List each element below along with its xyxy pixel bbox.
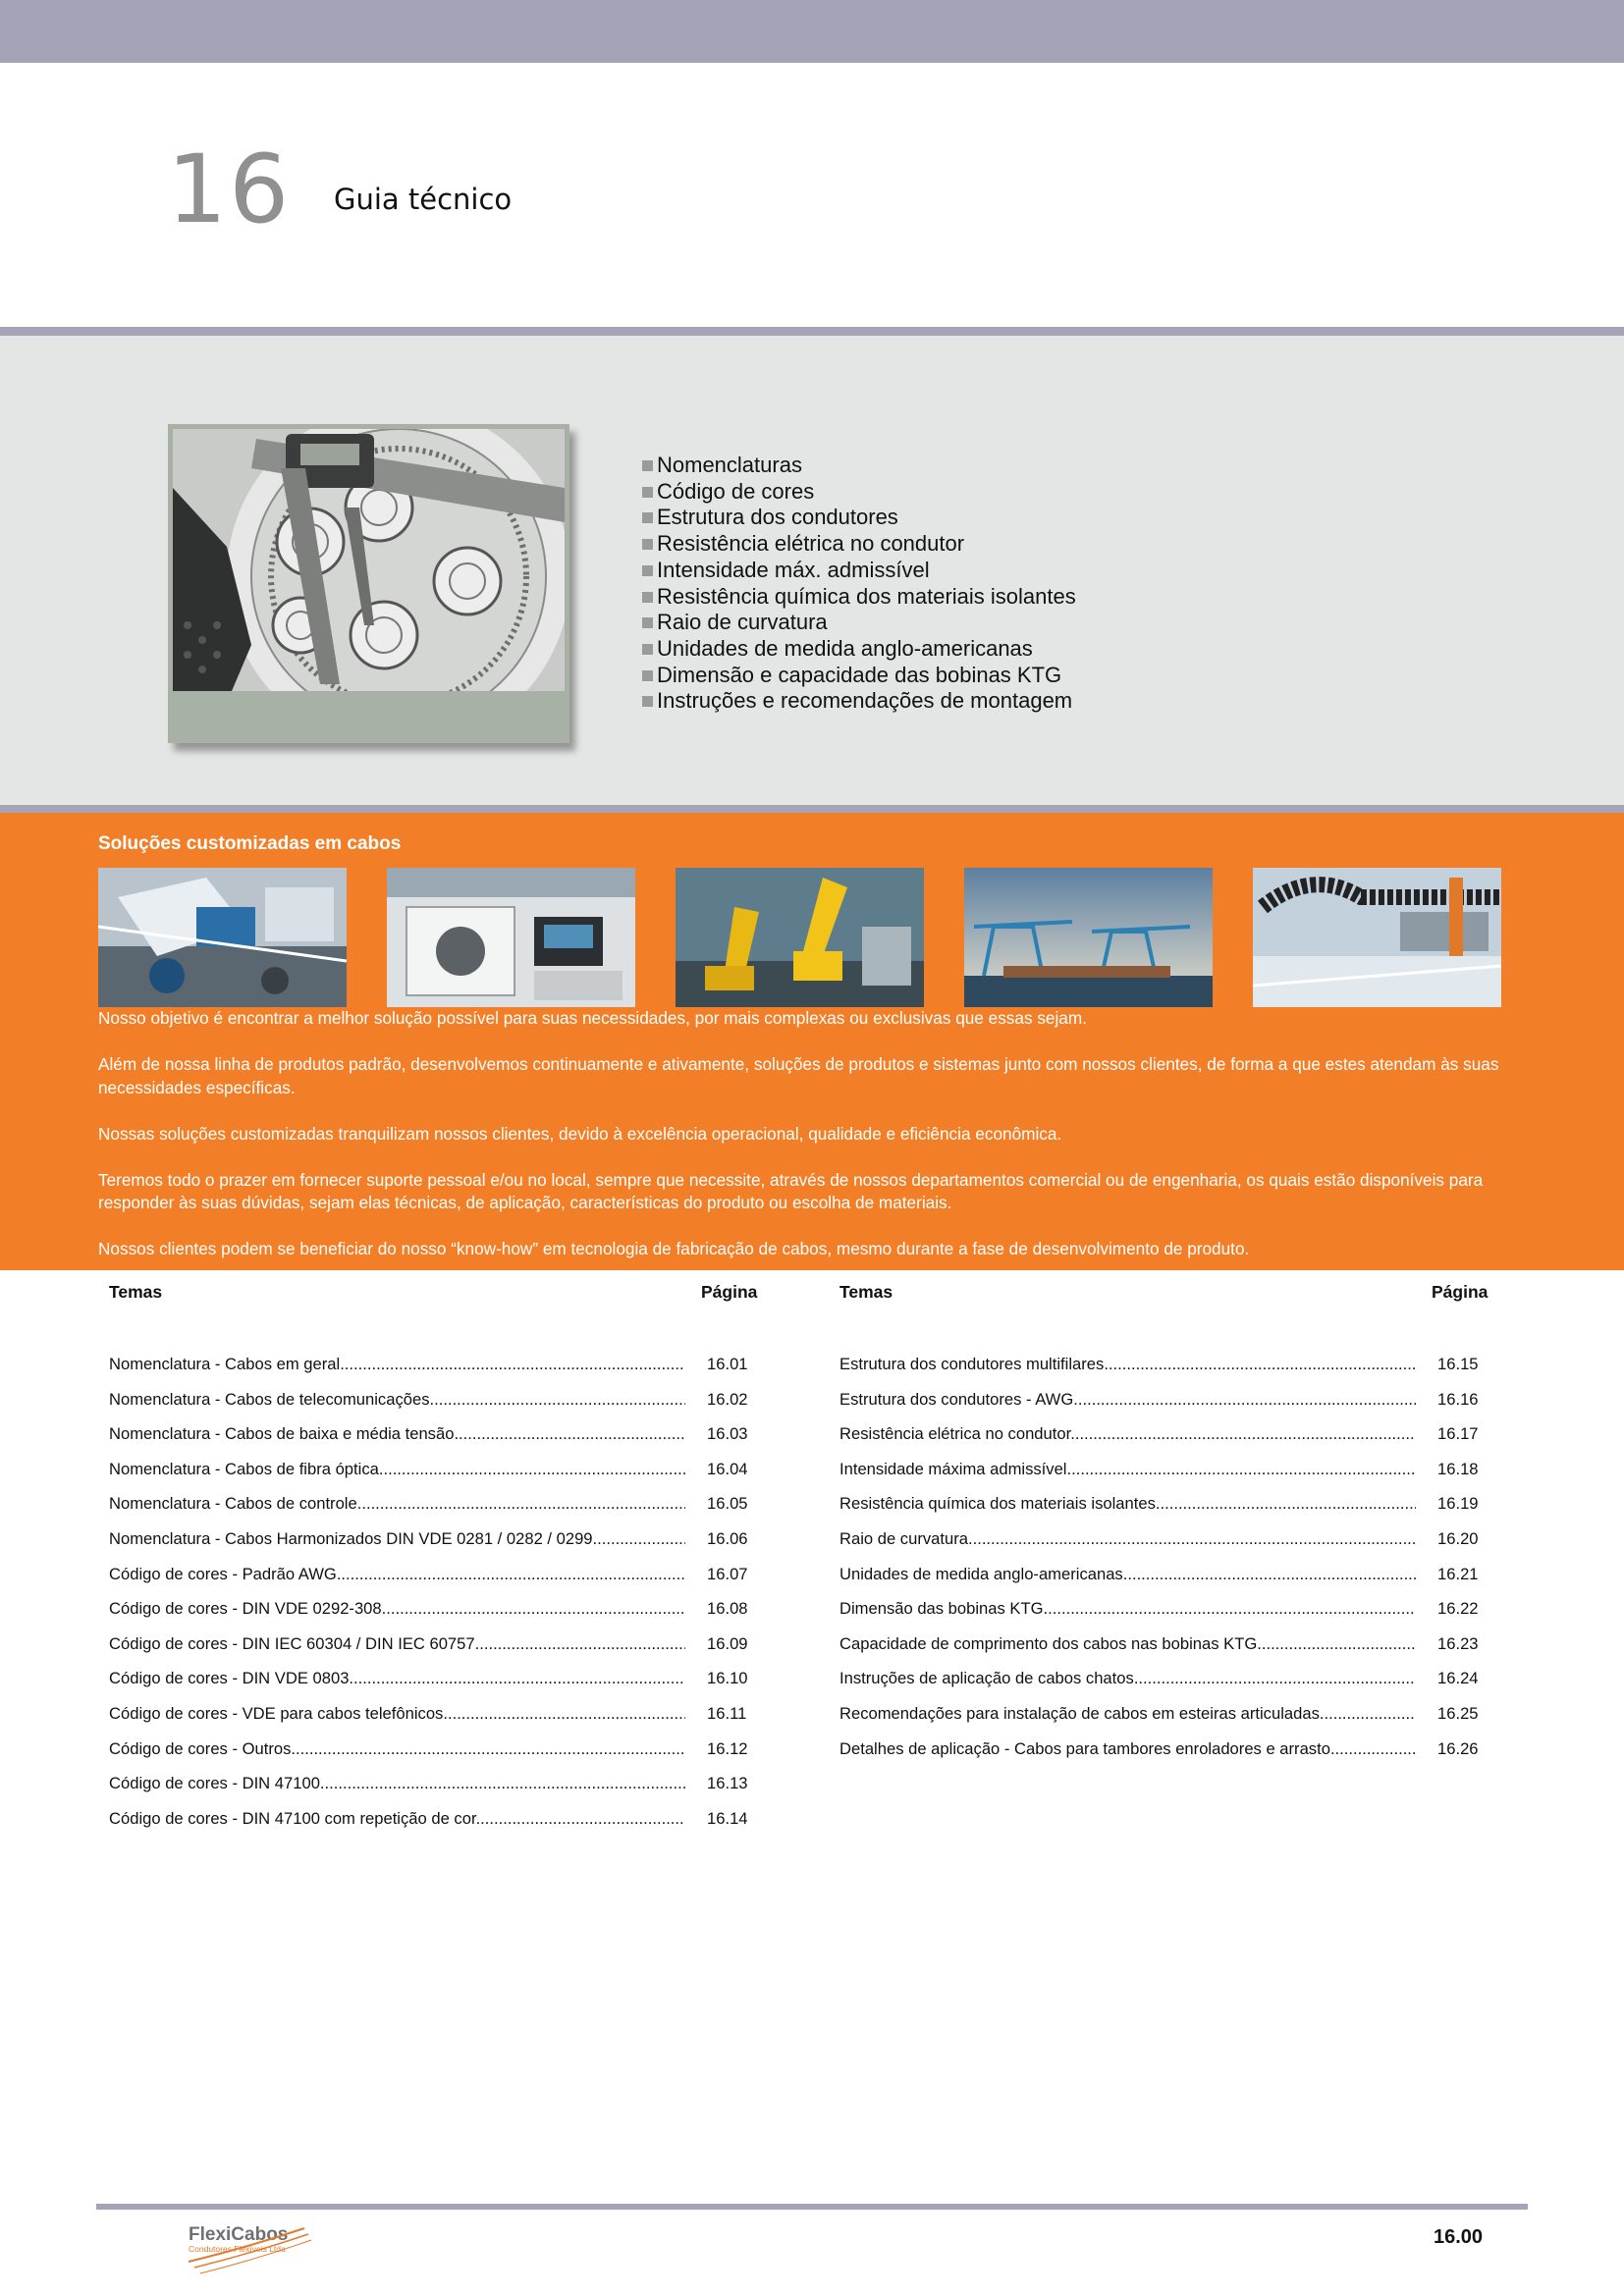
bullet-square-icon xyxy=(642,592,653,603)
custom-solutions-text xyxy=(98,1007,1532,1284)
toc-entry-page: 16.20 xyxy=(1437,1528,1479,1548)
footer-rule xyxy=(96,2204,1528,2210)
toc-entry-page: 16.15 xyxy=(1437,1355,1479,1373)
toc-entry-title: Unidades de medida anglo-americanas ..... xyxy=(839,1565,1416,1584)
toc-row xyxy=(839,1424,1497,1460)
toc-row xyxy=(839,1460,1497,1495)
toc-entry-page: 16.01 xyxy=(707,1355,748,1373)
caliper-photo xyxy=(168,424,569,743)
toc-row xyxy=(109,1809,767,1844)
topics-list xyxy=(642,453,1076,715)
caliper-photo-image xyxy=(173,429,565,691)
toc-entry-page: 16.06 xyxy=(707,1528,748,1548)
custom-solutions-title: Soluções customizadas em cabos xyxy=(98,833,402,854)
toc-entry-page: 16.23 xyxy=(1437,1633,1479,1653)
cable-chain-photo xyxy=(1253,868,1501,1007)
toc-row xyxy=(109,1390,767,1425)
bullet-square-icon xyxy=(642,539,653,550)
toc-entry-page: 16.24 xyxy=(1437,1669,1479,1688)
toc-entry-title: Nomenclatura - Cabos Harmonizados DIN VDE 0281 / 0282 / 0299 ..... xyxy=(109,1529,685,1549)
toc-entry-page: 16.14 xyxy=(707,1808,748,1828)
toc-entry-title: Detalhes de aplicação - Cabos para tambores enroladores e arrasto ..... xyxy=(839,1739,1416,1759)
toc-entry-title: Dimensão das bobinas KTG ..... xyxy=(839,1599,1416,1619)
assembly-line-photo xyxy=(98,868,347,1007)
bullet-square-icon xyxy=(642,512,653,523)
toc-row xyxy=(109,1460,767,1495)
toc-row xyxy=(109,1494,767,1529)
toc-entry-page: 16.10 xyxy=(707,1669,748,1688)
toc-entry-page: 16.02 xyxy=(707,1389,748,1409)
chapter-number: 16 xyxy=(167,134,292,244)
toc-entry-title: Código de cores - Padrão AWG ..... xyxy=(109,1565,685,1584)
toc-row xyxy=(109,1355,767,1390)
toc-entry-page: 16.07 xyxy=(707,1564,748,1583)
toc-row xyxy=(109,1424,767,1460)
toc-entry-title: Código de cores - DIN 47100 ..... xyxy=(109,1774,685,1793)
toc-entry-title: Código de cores - DIN VDE 0803 ..... xyxy=(109,1669,685,1688)
custom-solutions-panel xyxy=(0,805,1624,1270)
toc-entry-page: 16.17 xyxy=(1437,1424,1479,1444)
toc-header-topics: Temas xyxy=(109,1282,163,1302)
paragraph: Nossas soluções customizadas tranquilizam nossos clientes, devido à excelência operacional, qualidade e eficiência econômica. xyxy=(98,1123,1062,1144)
toc-left-column xyxy=(109,1282,758,1828)
toc-entry-title: Estrutura dos condutores multifilares ..... xyxy=(839,1355,1416,1374)
toc-row xyxy=(839,1704,1497,1739)
paragraph: Além de nossa linha de produtos padrão, desenvolvemos continuamente e ativamente, soluções de produtos e sistemas junto com nossos clientes, de forma a que estes atendam às suas necessidades específicas. xyxy=(98,1054,1499,1097)
toc-entry-title: Código de cores - VDE para cabos telefônicos ..... xyxy=(109,1704,685,1724)
topic-item: Dimensão e capacidade das bobinas KTG xyxy=(642,663,1076,689)
toc-entry-page: 16.25 xyxy=(1437,1703,1479,1723)
paragraph: Nosso objetivo é encontrar a melhor solução possível para suas necessidades, por mais complexas ou exclusivas que essas sejam. xyxy=(98,1008,1087,1028)
toc-header-topics: Temas xyxy=(839,1282,893,1302)
topic-item: Nomenclaturas xyxy=(642,453,1076,479)
bullet-square-icon xyxy=(642,565,653,576)
toc-entry-title: Instruções de aplicação de cabos chatos ..... xyxy=(839,1669,1416,1688)
toc-entry-title: Resistência química dos materiais isolantes ..... xyxy=(839,1494,1416,1514)
bullet-square-icon xyxy=(642,617,653,628)
toc-entry-title: Nomenclatura - Cabos de controle ..... xyxy=(109,1494,685,1514)
toc-entry-title: Intensidade máxima admissível ..... xyxy=(839,1460,1416,1479)
flexicabos-logo xyxy=(187,2218,314,2277)
topic-item: Código de cores xyxy=(642,479,1076,506)
toc-row xyxy=(839,1355,1497,1390)
topic-item: Unidades de medida anglo-americanas xyxy=(642,636,1076,663)
toc-row xyxy=(839,1529,1497,1565)
toc-entry-title: Código de cores - DIN 47100 com repetição de cor ..... xyxy=(109,1809,685,1829)
toc-row xyxy=(109,1599,767,1634)
toc-row xyxy=(839,1494,1497,1529)
toc-entry-page: 16.22 xyxy=(1437,1599,1479,1619)
topic-item: Estrutura dos condutores xyxy=(642,505,1076,531)
toc-entry-title: Nomenclatura - Cabos de telecomunicações ..... xyxy=(109,1390,685,1410)
toc-entry-title: Código de cores - DIN VDE 0292-308 ..... xyxy=(109,1599,685,1619)
bullet-square-icon xyxy=(642,487,653,498)
toc-header-page: Página xyxy=(1432,1282,1489,1302)
toc-entry-page: 16.05 xyxy=(707,1494,748,1514)
page-number: 16.00 xyxy=(1434,2226,1484,2248)
logo-tagline: Condutores Flexíveis Ltda xyxy=(189,2244,286,2254)
toc-row xyxy=(839,1599,1497,1634)
topic-item: Resistência química dos materiais isolantes xyxy=(642,584,1076,611)
bullet-square-icon xyxy=(642,460,653,471)
toc-entry-page: 16.16 xyxy=(1437,1389,1479,1409)
toc-row xyxy=(109,1704,767,1739)
toc-entry-title: Capacidade de comprimento dos cabos nas bobinas KTG ..... xyxy=(839,1634,1416,1654)
toc-entry-title: Nomenclatura - Cabos de baixa e média tensão ..... xyxy=(109,1424,685,1444)
toc-left-list xyxy=(109,1355,767,1843)
toc-entry-title: Código de cores - DIN IEC 60304 / DIN IEC 60757 ..... xyxy=(109,1634,685,1654)
toc-right-list xyxy=(839,1355,1497,1774)
toc-entry-title: Resistência elétrica no condutor ..... xyxy=(839,1424,1416,1444)
welding-robots-photo xyxy=(676,868,924,1007)
logo-name: FlexiCabos xyxy=(189,2224,289,2245)
port-cranes-photo xyxy=(964,868,1213,1007)
toc-entry-page: 16.04 xyxy=(707,1459,748,1478)
toc-entry-title: Recomendações para instalação de cabos em esteiras articuladas ..... xyxy=(839,1704,1416,1724)
toc-entry-page: 16.11 xyxy=(707,1703,747,1723)
toc-entry-page: 16.19 xyxy=(1437,1494,1479,1514)
toc-entry-page: 16.12 xyxy=(707,1738,748,1758)
toc-row xyxy=(109,1565,767,1600)
bullet-square-icon xyxy=(642,696,653,707)
cnc-machine-photo xyxy=(387,868,635,1007)
toc-entry-page: 16.09 xyxy=(707,1633,748,1653)
toc-row xyxy=(839,1565,1497,1600)
flexicabos-logo-icon xyxy=(187,2218,314,2277)
toc-row xyxy=(839,1739,1497,1775)
bullet-square-icon xyxy=(642,644,653,655)
topic-item: Instruções e recomendações de montagem xyxy=(642,688,1076,715)
toc-header xyxy=(109,1282,758,1306)
toc-entry-title: Nomenclatura - Cabos em geral ..... xyxy=(109,1355,685,1374)
toc-row xyxy=(109,1669,767,1704)
toc-header xyxy=(839,1282,1489,1306)
toc-entry-page: 16.03 xyxy=(707,1424,748,1444)
toc-row xyxy=(839,1669,1497,1704)
toc-entry-page: 16.13 xyxy=(707,1774,748,1793)
toc-row xyxy=(109,1739,767,1775)
paragraph: Teremos todo o prazer em fornecer suporte pessoal e/ou no local, sempre que necessite, através de nossos departamentos comercial ou de engenharia, os quais estão disponíveis para responder às suas dúvidas, sejam elas técnicas, de aplicação, características do produto ou escolha de materiais. xyxy=(98,1169,1484,1212)
paragraph: Nossos clientes podem se beneficiar do nosso “know-how” em tecnologia de fabricação de cabos, mesmo durante a fase de desenvolvimento de produto. xyxy=(98,1239,1250,1258)
toc-entry-title: Nomenclatura - Cabos de fibra óptica ..... xyxy=(109,1460,685,1479)
toc-row xyxy=(109,1529,767,1565)
toc-row xyxy=(839,1634,1497,1670)
toc-entry-title: Código de cores - Outros ..... xyxy=(109,1739,685,1759)
bullet-square-icon xyxy=(642,670,653,681)
toc-row xyxy=(839,1390,1497,1425)
toc-entry-title: Estrutura dos condutores - AWG ..... xyxy=(839,1390,1416,1410)
toc-entry-page: 16.21 xyxy=(1437,1564,1479,1583)
chapter-title: Guia técnico xyxy=(334,183,513,216)
toc-entry-page: 16.18 xyxy=(1437,1459,1479,1478)
toc-header-page: Página xyxy=(701,1282,758,1302)
topic-item: Resistência elétrica no condutor xyxy=(642,531,1076,558)
caliper-illustration xyxy=(173,429,565,691)
toc-right-column xyxy=(839,1282,1489,1758)
topic-item: Raio de curvatura xyxy=(642,610,1076,636)
toc-row xyxy=(109,1774,767,1809)
toc-entry-page: 16.26 xyxy=(1437,1738,1479,1758)
toc-row xyxy=(109,1634,767,1670)
toc-entry-title: Raio de curvatura ..... xyxy=(839,1529,1416,1549)
topic-item: Intensidade máx. admissível xyxy=(642,558,1076,584)
toc-entry-page: 16.08 xyxy=(707,1599,748,1619)
top-bar xyxy=(0,0,1624,63)
